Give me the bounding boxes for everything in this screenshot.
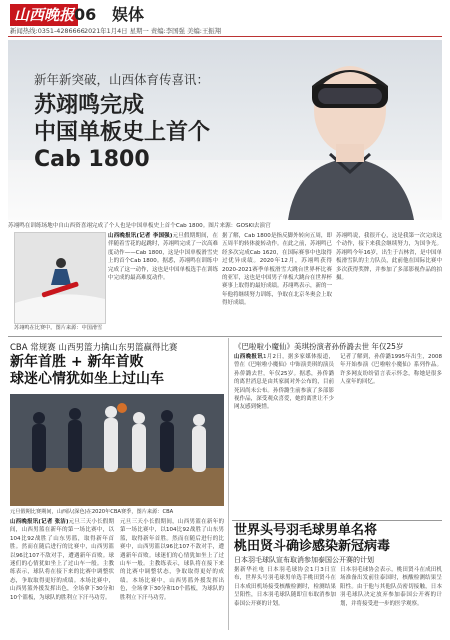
story3-divider	[232, 520, 442, 521]
story2-caption: 元旦假期比赛期间，山西队(深色)在2020年CBA赛季，图片来源：CBA	[10, 509, 174, 515]
hero-headline-line-1: 苏翊鸣完成	[34, 93, 145, 118]
hero-headline-line-2: 中国单板史上首个	[34, 120, 211, 145]
section-name: 娱体	[112, 5, 145, 24]
page-header	[0, 0, 450, 38]
hero-caption: 苏翊鸣在训练场地中自山西资喜翊完成了个人也是中国单板史上首个Cab 1800。图片来源：GOSKI去演官	[8, 223, 271, 229]
story4-headline	[234, 523, 442, 555]
story2-col-1	[10, 518, 114, 630]
inset-caption: 苏翊鸣在比赛中。图片来源：中国滑雪	[14, 325, 103, 331]
story4-subtitle: 日本羽毛球队宣布取消参加泰国公开赛的计划	[234, 556, 374, 564]
story4-headline-line-1: 世界头号羽毛球男单名将	[234, 523, 378, 538]
hero-headline-line-3: Cab 1800	[34, 147, 150, 172]
story3-col-2: 记者了解到，孙侨潞1995年出生，2008年开始参演《巴啦啦小魔仙》系列作品。许多网友纷纷留言表示怀念，称她是很多人童年的回忆。	[340, 354, 442, 386]
basketball-game-image	[10, 394, 224, 506]
story1-col-2: 据了解，Cab 1800是指反脚外转向五周，即五周半的转体旋转动作。在此之前，苏翊鸣已经多次完成Cab 1620，在国际赛事中也取得过优异成绩。2020年12月，苏翊鸣获得2020-2021赛季单板滑雪大跳台世界杯比赛的亚军，这也是中国男子单板大跳台在世界杯赛事上取得的最好成绩。苏翊鸣表示，新的一年他将继续努力训练，争取在北京冬奥会上取得好成绩。	[222, 233, 332, 307]
story1-col-1	[108, 232, 218, 332]
hotline-text: 新闻热线:0351-4286666	[10, 27, 85, 35]
header-rule	[8, 36, 442, 37]
snowboarder-silhouette	[15, 233, 105, 323]
story3-body-1: 1月2日，据多家媒体报道，曾在《巴啦啦小魔仙》中饰演美琪的演员孙侨潞去世，年仅25岁。据悉，孙侨潞的离世消息是由其家属对外公布的，目前死因尚未公布。孙侨潞生前参演了多部影视作品，深受观众喜爱，她的离世让不少网友感到惋惜。	[234, 354, 334, 411]
story4-headline-line-2: 桃田贤斗确诊感染新冠病毒	[234, 539, 391, 554]
athlete-portrait-image	[272, 48, 422, 220]
story2-byline: 山西晚报讯(记者 张洁)	[10, 519, 69, 525]
basketball-players-illustration	[10, 394, 224, 506]
story2-headline-line-1: 新年首胜 + 新年首败	[10, 354, 144, 370]
hero-headline	[34, 92, 274, 173]
page-number: 06	[74, 5, 97, 24]
story3-byline: 山西晚报讯	[234, 354, 263, 360]
story2-headline-line-2: 球迷心情犹如坐上过山车	[10, 371, 164, 387]
snowboard-jump-image	[14, 232, 106, 324]
story1-col-3: 苏翊鸣说，我很开心，这是我第一次完成这个动作，接下来我会继续努力，为国争光。苏翊鸣今年16岁，出生于吉林省，是中国单板滑雪队的主力队员，此前他在国际比赛中多次获得奖牌，并参加了多部影视作品的拍摄。	[336, 233, 442, 282]
story2-headline	[10, 354, 225, 388]
story1-byline: 山西晚报讯(记者 李国强)	[108, 233, 173, 239]
story2-body: 元旦三天小长假期间，山西男篮在新年的第一场比赛中，以104比92战胜了山东男篮，取得新年首胜。然而在随后进行的比赛中，山西男篮以96比107不敌对手，遭遇新年首败。球迷们的心情犹如坐上了过山车一般。主教练表示，球队将在接下来的比赛中调整状态，争取取得更好的成绩。本场比赛中，山西男篮外援发挥出色，全场拿下30分和10个篮板，为球队的胜利立下汗马功劳。	[10, 519, 114, 601]
section-divider	[8, 336, 442, 337]
story2-kicker: CBA 常规赛 山西男篮力擒山东男篮赢得比赛	[10, 343, 178, 353]
issue-meta: 2021年1月4日 星期一 责编:李国强 美编:王振翔	[84, 27, 222, 35]
hero-photo	[8, 40, 442, 220]
column-divider	[228, 338, 229, 630]
story4-col-2: 日本羽毛球协会表示，桃田贤斗在成田机场准备出发前往泰国时，核酸检测结果呈阳性。由于他与其他队员密切接触，日本羽毛球队决定放弃参加泰国公开赛的计划，并将接受进一步的医学观察。	[340, 567, 442, 607]
story4-col-1: 据新华社电 日本羽毛球协会1月3日宣布，世界头号羽毛球男单选手桃田贤斗在日本成田机场接受核酸检测时，检测结果呈阳性，日本羽毛球队随即宣布取消参加泰国公开赛的计划。	[234, 567, 336, 607]
story2-col-2: 元旦三天小长假期间，山西男篮在新年的第一场比赛中，以104比92战胜了山东男篮，取得新年首胜。然而在随后进行的比赛中，山西男篮以96比107不敌对手，遭遇新年首败。球迷们的心情犹如坐上了过山车一般。主教练表示，球队将在接下来的比赛中调整状态，争取取得更好的成绩。本场比赛中，山西男篮外援发挥出色，全场拿下30分和10个篮板，为球队的胜利立下汗马功劳。	[120, 519, 224, 601]
story1-col-1-text: 元旦假期期间，在伴随着雪花的起跳时，苏翊鸣完成了一次高难度动作——Cab 1800，这是中国单板滑雪史上的首个Cab 1800。据悉，苏翊鸣在训练中完成了这一动作，这也是中国单板选手在训练中完成的最高难度动作。	[108, 233, 218, 282]
story3-col-1	[234, 353, 334, 519]
hero-kicker: 新年新突破，山西体育传喜讯：	[34, 72, 210, 87]
newspaper-logo: 山西晚报	[10, 4, 78, 26]
story3-kicker: 《巴啦啦小魔仙》美琪扮演者孙侨潞去世 年仅25岁	[234, 342, 404, 351]
